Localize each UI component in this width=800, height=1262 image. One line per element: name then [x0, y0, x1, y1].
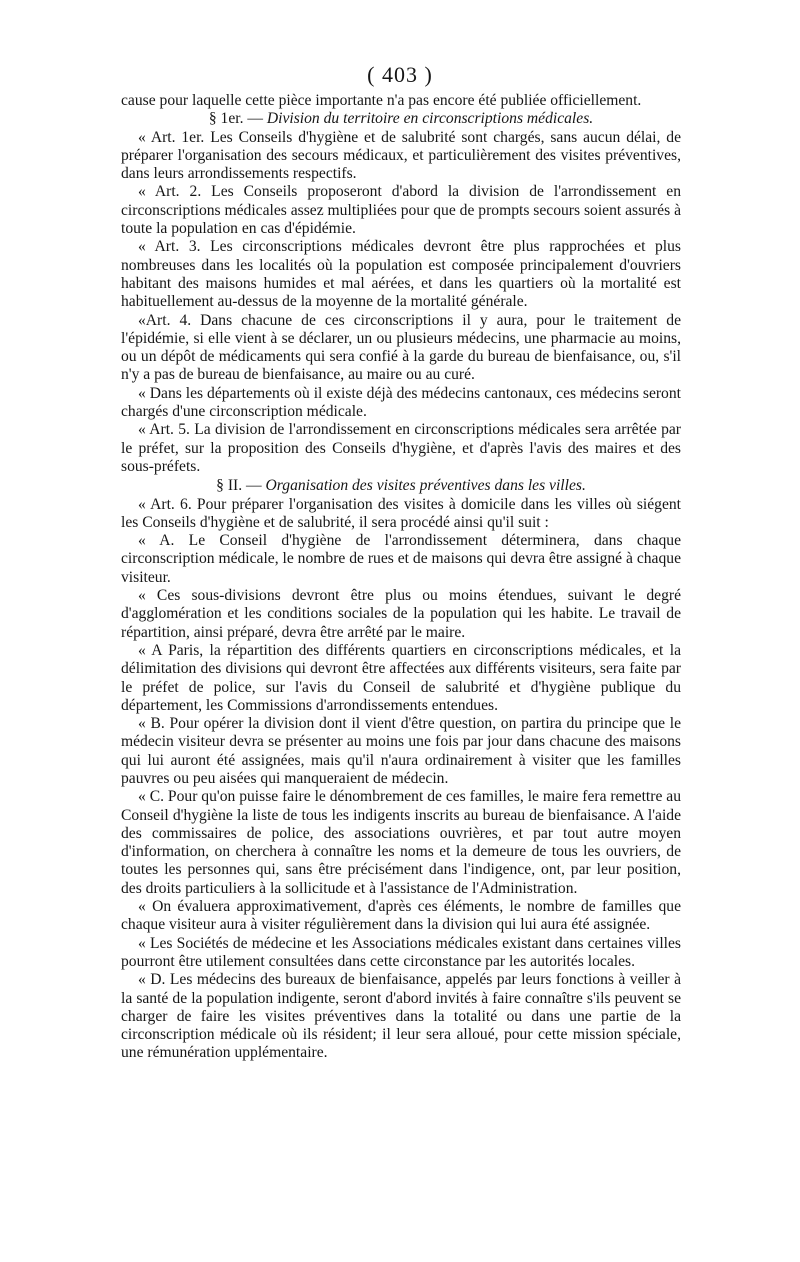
paragraph: « D. Les médecins des bureaux de bienfaisance, appelés par leurs fonctions à veiller à la santé de la population indigente, seront d'abord invités à faire connaître s'ils peuvent se charger de faire les visites préventives dans la totalité ou dans une partie de la circonscription médicale où ils résident; il leur sera alloué, pour cette mission spéciale, une rémunération upplémentaire.	[121, 971, 681, 1062]
section-title: Division du territoire en circonscriptions médicales.	[266, 110, 594, 128]
paragraph: « Dans les départements où il existe déjà des médecins cantonaux, ces médecins seront chargés d'une circonscription médicale.	[121, 384, 681, 421]
paragraph: « Art. 2. Les Conseils proposeront d'abord la division de l'arrondissement en circonscriptions médicales assez multipliées pour que de prompts secours soient assurés à toute la population en cas d'épidémie.	[121, 183, 681, 238]
page-body	[121, 92, 681, 1063]
section-heading	[121, 110, 681, 128]
paragraph: « A Paris, la répartition des différents quartiers en circonscriptions médicales, et la délimitation des divisions qui devront être affectées aux différents visiteurs, sera faite par le préfet de police, sur l'avis du Conseil de salubrité et d'hygiène publique du département, les Commissions d'arrondissements entendues.	[121, 641, 681, 714]
paragraph: « On évaluera approximativement, d'après ces éléments, le nombre de familles que chaque visiteur aura à visiter régulièrement dans la division qui lui aura été assignée.	[121, 898, 681, 934]
paragraph: « Art. 6. Pour préparer l'organisation des visites à domicile dans les villes où siégent les Conseils d'hygiène et de salubrité, il sera procédé ainsi qu'il suit :	[121, 495, 681, 531]
paragraph: cause pour laquelle cette pièce importante n'a pas encore été publiée officiellement.	[121, 92, 642, 109]
paragraph: « Ces sous-divisions devront être plus ou moins étendues, suivant le degré d'agglomération et les conditions sociales de la population qui les habite. Le travail de répartition, ainsi préparé, devra être arrêté par le maire.	[121, 587, 681, 641]
paragraph: «Art. 4. Dans chacune de ces circonscriptions il y aura, pour le traitement de l'épidémie, si elle vient à se déclarer, un ou plusieurs médecins, une pharmacie au moins, ou un dépôt de médicaments qui sera confié à la garde du bureau de bienfaisance, ou, s'il n'y a pas de bureau de bienfaisance, au maire ou au curé.	[121, 311, 681, 384]
section-number: § 1er. —	[208, 110, 267, 128]
paragraph: « Art. 1er. Les Conseils d'hygiène et de salubrité sont chargés, sans aucun délai, de préparer l'organisation des secours médicaux, et particulièrement des visites préventives, dans leurs arrondissements respectifs.	[121, 128, 681, 183]
section-title: Organisation des visites préventives dans les villes.	[265, 477, 586, 495]
section-number: § II. —	[216, 477, 266, 495]
paragraph: « B. Pour opérer la division dont il vient d'être question, on partira du principe que le médecin visiteur devra se présenter au moins une fois par jour dans chacune des maisons qui lui auront été assignées, mais qu'il n'aura ordinairement à visiter que les familles pauvres ou peu aisées qui manqueraient de médecin.	[121, 715, 681, 787]
paragraph: « Art. 3. Les circonscriptions médicales devront être plus rapprochées et plus nombreuses dans les localités où la population est composée principalement d'ouvriers habitant des maisons humides et mal aérées, et dans les quartiers où la mortalité est habituellement au-dessus de la moyenne de la mortalité générale.	[121, 238, 681, 311]
paragraph: « A. Le Conseil d'hygiène de l'arrondissement déterminera, dans chaque circonscription médicale, le nombre de rues et de maisons qui devra être assigné à chaque visiteur.	[121, 532, 681, 586]
paragraph: « C. Pour qu'on puisse faire le dénombrement de ces familles, le maire fera remettre au Conseil d'hygiène la liste de tous les indigents inscrits au bureau de bienfaisance. A l'aide des commissaires de police, des associations ouvrières, et par tout autre moyen d'information, on cherchera à connaître les noms et la demeure de tous les ouvriers, de toutes les personnes qui, sans être précisément dans l'indigence, ont, par leur position, des droits particuliers à la sollicitude et à l'assistance de l'Administration.	[121, 788, 681, 897]
section-heading	[121, 477, 681, 495]
page-number: ( 403 )	[367, 62, 433, 87]
paragraph: « Art. 5. La division de l'arrondissement en circonscriptions médicales sera arrêtée par le préfet, sur la proposition des Conseils d'hygiène, et d'après l'avis des maires et des sous-préfets.	[121, 421, 681, 475]
paragraph: « Les Sociétés de médecine et les Associations médicales existant dans certaines villes pourront être utilement consultées dans cette circonstance par les autorités locales.	[121, 934, 681, 970]
